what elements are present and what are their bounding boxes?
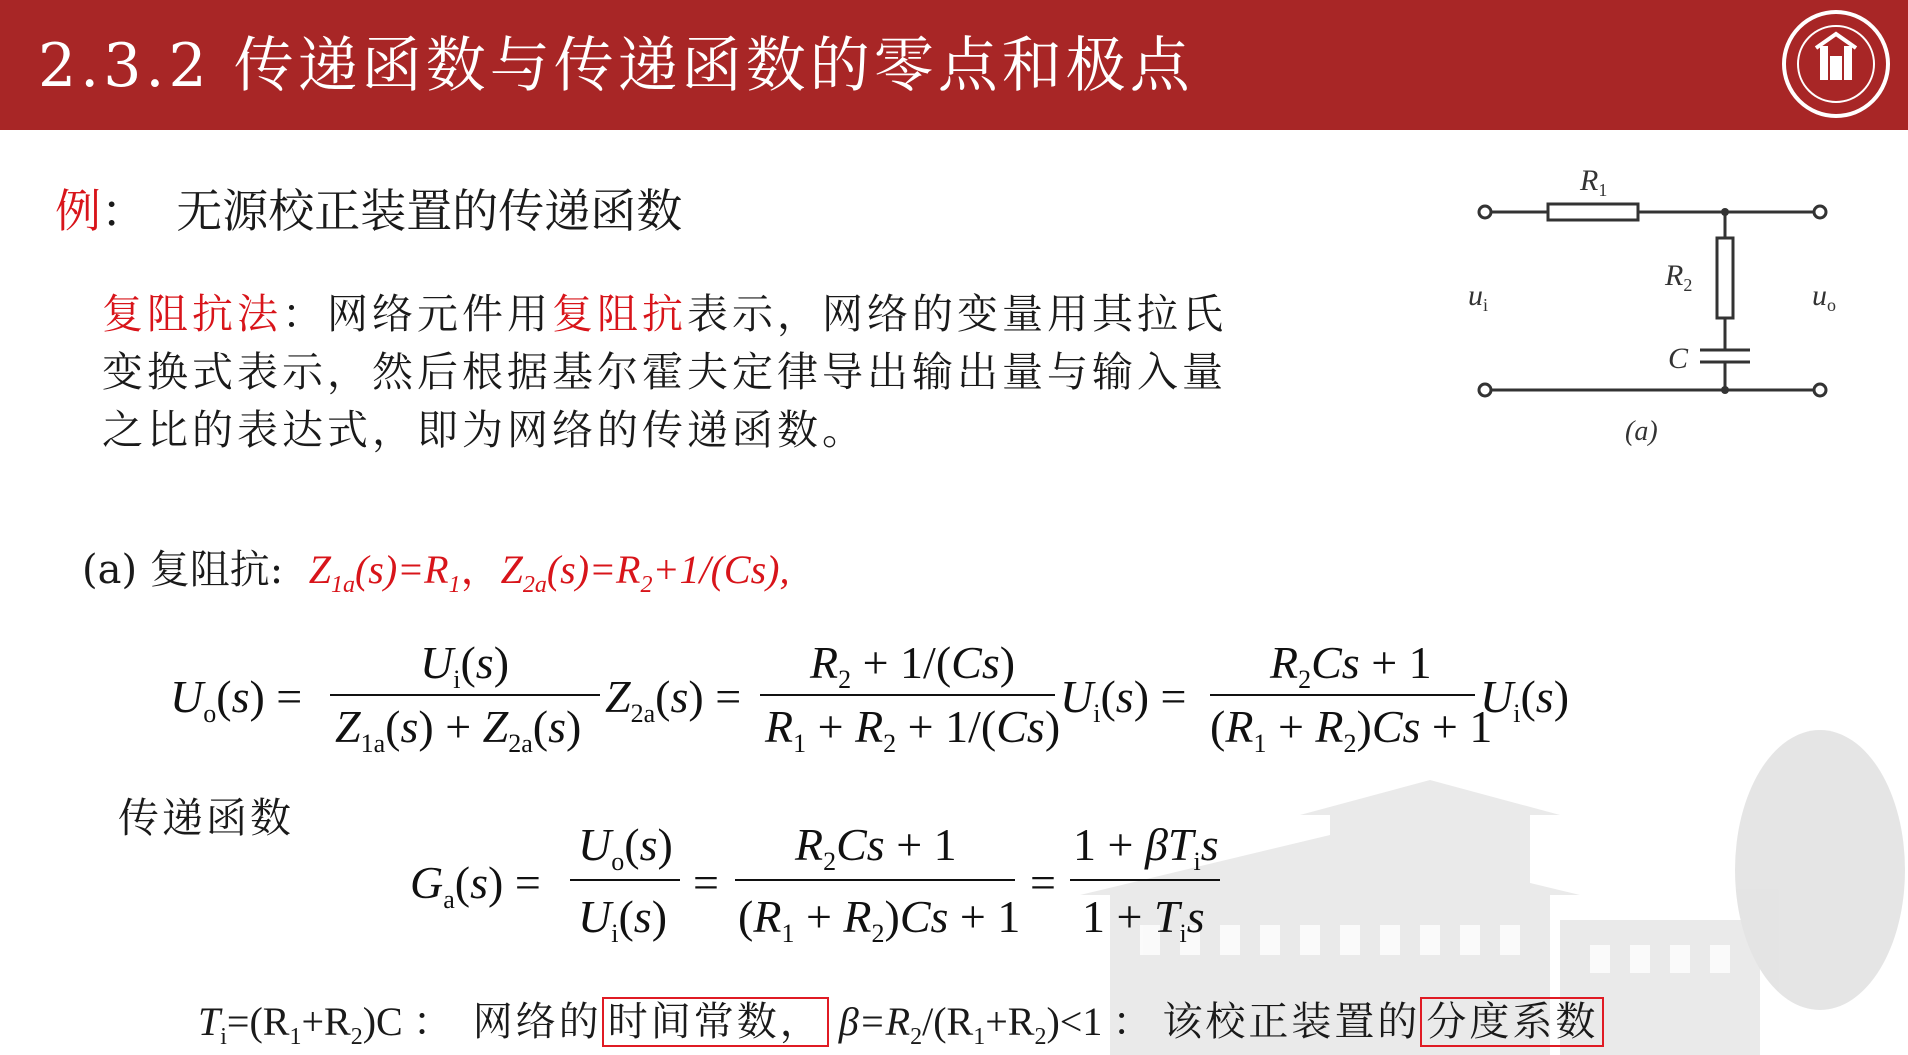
- svg-text:(R1 + R2)Cs + 1: $(R_1 + R_2)Cs + 1$: [1210, 701, 1493, 758]
- impedance-line: [82, 538, 789, 599]
- impedance-separator: ，: [460, 547, 501, 593]
- method-text-1: ：网络元件用: [282, 290, 552, 338]
- method-paragraph: [102, 285, 1262, 459]
- definitions-line: $T_i=(R_1+R_2)C$ ： 网络的 时间常数， $\beta=R_2/(R_1+R_2)<1$ ： 该校正装置的 分度系数: [198, 990, 1604, 1051]
- slide-title: 2.3.2 传递函数与传递函数的零点和极点: [38, 31, 1194, 101]
- svg-text:(R1 + R2)Cs + 1: $(R_1 + R_2)Cs + 1$: [738, 891, 1021, 948]
- division-coefficient-box: 分度系数: [1420, 997, 1604, 1047]
- circuit-caption: (a): [1625, 416, 1658, 447]
- u-out-label: $u_o$: [1812, 279, 1836, 315]
- resistor-r2: [1717, 238, 1733, 318]
- example-prefix: 例: [55, 184, 101, 238]
- svg-text:Uo(s): $U_o(s)$: [578, 819, 673, 876]
- transfer-function-equation: [410, 810, 1240, 950]
- svg-text:Z2a(s) =: $Z_{2a}(s)$ =: [605, 671, 742, 728]
- svg-text:R1 + R2 + 1/(Cs): $R_1 + R_2 + 1/(Cs)$: [765, 701, 1061, 758]
- example-title: 无源校正装置的传递函数: [176, 184, 683, 238]
- svg-text:Ga(s) =: $G_a(s)$ =: [410, 857, 541, 914]
- svg-text:Uo(s) =: $U_o(s)$ =: [170, 671, 303, 728]
- method-text-2: 表示，网络的变量用其拉氏变换式表示，然后根据基尔霍夫定律导出输出量与输入量之比的表达式，即为网络的传递函数。: [102, 290, 1227, 454]
- impedance-label: (a) 复阻抗:: [82, 547, 284, 593]
- example-heading: [55, 175, 682, 241]
- z1-expression: $Z_{1a}(s)=R_1$: [308, 547, 461, 598]
- input-terminal-top: [1479, 206, 1491, 218]
- svg-text:Z1a(s) + Z2a(s): $Z_{1a}(s) + Z_{2a}(s)$: [335, 701, 582, 758]
- u-in-label: $u_i$: [1468, 279, 1489, 315]
- network-prefix: 网络的: [472, 999, 602, 1045]
- example-colon: ：: [101, 184, 147, 238]
- c-label: C: [1668, 342, 1689, 375]
- device-prefix: 该校正装置的: [1162, 999, 1421, 1045]
- svg-text:R2Cs + 1: $R_2Cs + 1$: [1270, 637, 1432, 694]
- svg-text:R2 + 1/(Cs): $R_2 + 1/(Cs)$: [810, 637, 1016, 694]
- svg-text:Ui(s) =: $U_i(s)$ =: [1060, 671, 1187, 728]
- title-bar: [0, 0, 1908, 130]
- transfer-function-label: 传递函数: [118, 794, 294, 842]
- svg-text:=: =: [1030, 857, 1056, 908]
- resistor-r1: [1548, 204, 1638, 220]
- svg-text:Ui(s): $U_i(s)$: [578, 891, 668, 948]
- university-seal-icon: [1780, 8, 1892, 120]
- time-constant-box: 时间常数，: [602, 997, 829, 1047]
- r1-label: $R_1$: [1580, 164, 1608, 200]
- svg-text:R2Cs + 1: $R_2Cs + 1$: [795, 819, 957, 876]
- method-term-2: 复阻抗: [552, 290, 687, 338]
- method-term: 复阻抗法: [102, 290, 282, 338]
- svg-text:1 + βTis: $1 + \beta T_is$: [1073, 819, 1219, 876]
- circuit-diagram: [1450, 150, 1860, 450]
- output-terminal-bottom: [1814, 384, 1826, 396]
- input-terminal-bottom: [1479, 384, 1491, 396]
- output-terminal-top: [1814, 206, 1826, 218]
- output-voltage-equation: [170, 630, 1610, 760]
- svg-text:1 + Tis: $1 + T_is$: [1082, 891, 1205, 948]
- svg-text:Ui(s): $U_i(s)$: [420, 637, 510, 694]
- svg-text:=: =: [693, 857, 719, 908]
- svg-text:Ui(s): $U_i(s)$: [1480, 671, 1570, 728]
- z2-expression: $Z_{2a}(s)=R_2+1/(Cs)$,: [500, 547, 790, 598]
- r2-label: $R_2$: [1665, 259, 1693, 295]
